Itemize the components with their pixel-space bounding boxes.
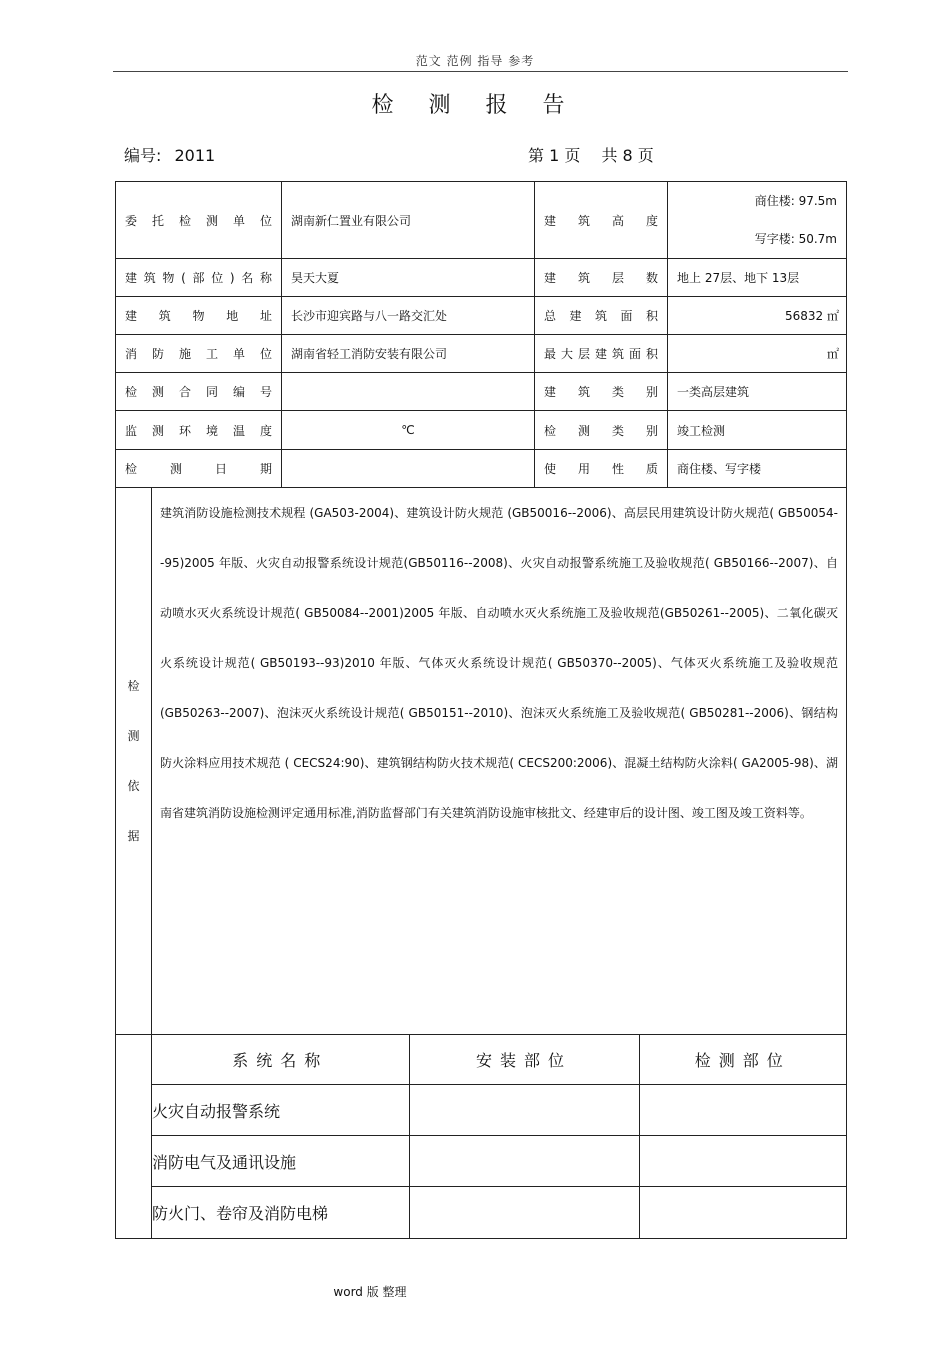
systems-header-row	[152, 1035, 846, 1085]
height-line-residential: 商住楼: 97.5m	[754, 194, 838, 208]
height-line-office: 写字楼: 50.7m	[754, 232, 838, 246]
system-name: 消防电气及通讯设施	[152, 1136, 409, 1187]
category-value: 一类高层建筑	[668, 373, 847, 411]
date-label: 检测日期	[116, 450, 282, 488]
system-name: 火灾自动报警系统	[152, 1085, 409, 1136]
row-temperature	[116, 411, 847, 450]
building-label: 建筑物(部位)名称	[116, 259, 282, 297]
header-note: 范文 范例 指导 参考	[415, 54, 535, 68]
temperature-label: 监测环境温度	[116, 411, 282, 450]
contract-no-value	[282, 373, 535, 411]
systems-row	[152, 1187, 846, 1238]
row-contract	[116, 373, 847, 411]
systems-header-test: 检测部位	[639, 1035, 846, 1085]
page-total: 共 8 页	[601, 146, 654, 165]
system-install	[409, 1085, 639, 1136]
max-floor-area-value: ㎡	[668, 335, 847, 373]
client-value: 湖南新仁置业有限公司	[282, 182, 535, 259]
total-area-value: 56832 ㎡	[668, 297, 847, 335]
max-floor-area-label: 最大层建筑面积	[535, 335, 668, 373]
row-building	[116, 259, 847, 297]
report-number-label: 编号:	[124, 146, 162, 165]
usage-value: 商住楼、写字楼	[668, 450, 847, 488]
client-label: 委托检测单位	[116, 182, 282, 259]
floors-label: 建筑层数	[535, 259, 668, 297]
contract-no-label: 检测合同编号	[116, 373, 282, 411]
system-test	[639, 1187, 846, 1238]
page-current: 第 1 页	[528, 146, 581, 165]
systems-table	[152, 1035, 846, 1238]
row-contractor	[116, 335, 847, 373]
systems-row	[152, 1085, 846, 1136]
footer-note: word 版 整理	[333, 1285, 407, 1299]
row-date	[116, 450, 847, 488]
system-test	[639, 1136, 846, 1187]
page-title: 检 测 报 告	[371, 93, 579, 118]
row-systems	[116, 1035, 847, 1239]
systems-left-blank	[116, 1035, 152, 1239]
system-name: 防火门、卷帘及消防电梯	[152, 1187, 409, 1238]
address-label: 建筑物地址	[116, 297, 282, 335]
system-install	[409, 1187, 639, 1238]
header-rule	[113, 71, 848, 72]
building-value: 昊天大夏	[282, 259, 535, 297]
page-info	[528, 143, 670, 166]
basis-label: 检测依据	[116, 488, 152, 1035]
row-address	[116, 297, 847, 335]
total-area-label: 总建筑面积	[535, 297, 668, 335]
test-type-label: 检测类别	[535, 411, 668, 450]
floors-value: 地上 27层、地下 13层	[668, 259, 847, 297]
systems-header-name: 系统名称	[152, 1035, 409, 1085]
temperature-value: ℃	[282, 411, 535, 450]
systems-cell	[152, 1035, 847, 1239]
contractor-label: 消防施工单位	[116, 335, 282, 373]
contractor-value: 湖南省轻工消防安装有限公司	[282, 335, 535, 373]
system-test	[639, 1085, 846, 1136]
date-value	[282, 450, 535, 488]
category-label: 建筑类别	[535, 373, 668, 411]
system-install	[409, 1136, 639, 1187]
basis-text: 建筑消防设施检测技术规程 (GA503-2004)、建筑设计防火规范 (GB50016--2006)、高层民用建筑设计防火规范( GB50054--95)2005 年版、火灾自动报警系统设计规范(GB50116--2008)、火灾自动报警系统施工及验收规范( GB50166--2007)、自动喷水灭火系统设计规范( GB50084--2001)2005 年版、自动喷水灭火系统施工及验收规范(GB50261--2005)、二氧化碳灭火系统设计规范( GB50193--93)2010 年版、气体灭火系统设计规范( GB50370--2005)、气体灭火系统施工及验收规范(GB50263--2007)、泡沫灭火系统设计规范( GB50151--2010)、泡沫灭火系统施工及验收规范( GB50281--2006)、钢结构防火涂料应用技术规范 ( CECS24:90)、建筑钢结构防火技术规范( CECS200:2006)、混凝土结构防火涂料( GA2005-98)、湖南省建筑消防设施检测评定通用标准,消防监督部门有关建筑消防设施审核批文、经建审后的设计图、竣工图及竣工资料等。	[152, 488, 847, 1035]
report-number-value: 2011	[174, 146, 216, 165]
systems-header-install: 安装部位	[409, 1035, 639, 1085]
test-type-value: 竣工检测	[668, 411, 847, 450]
address-value: 长沙市迎宾路与八一路交汇处	[282, 297, 535, 335]
systems-row	[152, 1136, 846, 1187]
report-number	[124, 143, 215, 166]
height-label: 建筑高度	[535, 182, 668, 259]
usage-label: 使用性质	[535, 450, 668, 488]
row-basis	[116, 488, 847, 1035]
report-table	[115, 181, 847, 1239]
row-client	[116, 182, 847, 259]
height-value	[668, 182, 847, 259]
